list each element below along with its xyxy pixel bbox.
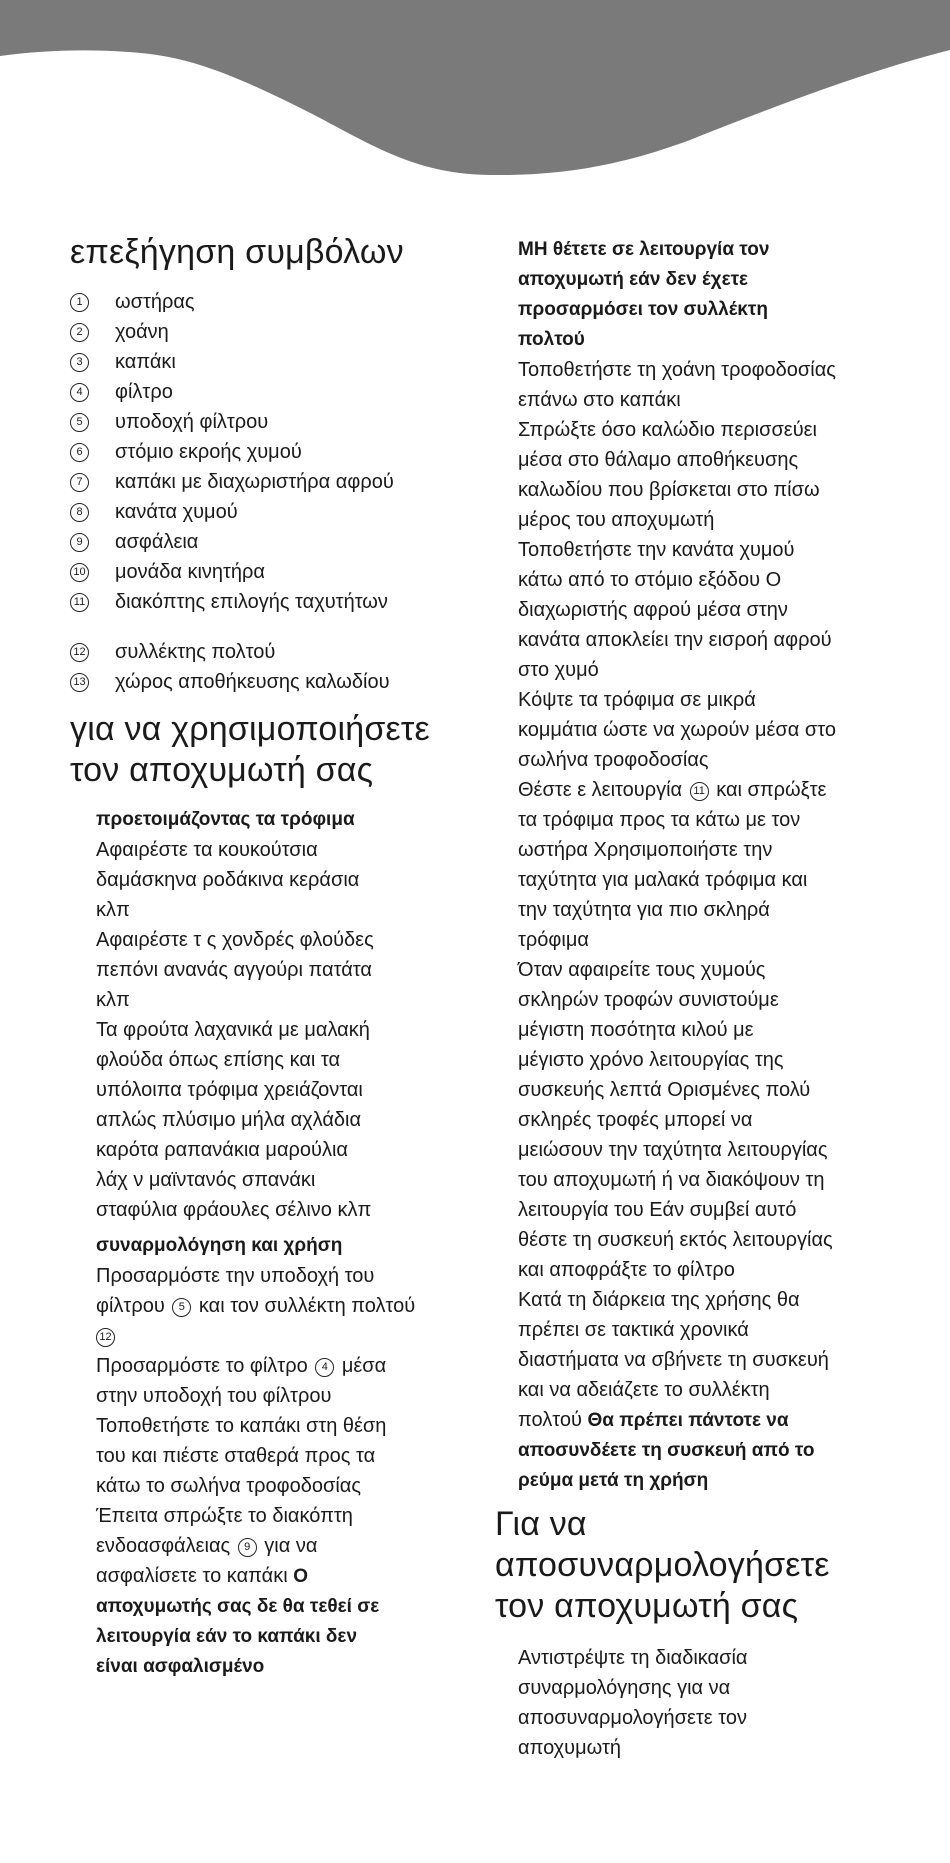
legend-label: χώρος αποθήκευσης καλωδίου [115,670,390,693]
legend-label: στόμιο εκροής χυμού [115,440,302,463]
assembly-line: του και πιέστε σταθερά προς τα [96,1445,376,1467]
assembly-text: μέσα [336,1355,387,1377]
circled-number: 5 [172,1298,191,1317]
circled-number: 1 [70,293,89,312]
instruction-line: τρόφιμα [518,929,589,951]
instruction-line: κάτω από το στόμιο εξόδου Ο [518,569,782,591]
assembly-section [70,1231,470,1682]
warning-line: πολτού [518,329,585,350]
assembly-text: Προσαρμόστε το φίλτρο [96,1355,314,1377]
symbols-title: επεξήγηση συμβόλων [70,233,404,271]
legend-item [70,667,470,697]
prep-line: Τα φρούτα λαχανικά με μαλακή [96,1019,370,1041]
warning-line: αποχυμωτή εάν δεν έχετε [518,269,749,290]
disassemble-title-line: Για να [495,1505,587,1543]
assembly-line [96,1291,470,1321]
instruction-text: πολτού [518,1409,588,1431]
instruction-line: Τοποθετήστε τη χοάνη τροφοδοσίας [518,359,836,381]
legend-item [70,527,470,557]
instruction-line: επάνω στο καπάκι [518,389,681,411]
instruction-text: Θέστε ε λειτουργία [518,779,688,801]
legend-label: ασφάλεια [115,530,199,553]
prep-line: κλπ [96,899,130,921]
disassemble-line: συναρμολόγησης για να [518,1677,731,1699]
prep-line: πεπόνι ανανάς αγγούρι πατάτα [96,959,372,981]
header-wave-shape [0,0,950,175]
instruction-line [495,1405,915,1436]
prep-line: σταφύλια φράουλες σέλινο κλπ [96,1199,372,1221]
assembly-text: για να [258,1535,318,1557]
assembly-warning-start: Ο [293,1566,308,1587]
prep-line: φλούδα όπως επίσης και τα [96,1049,341,1071]
circled-number: 9 [70,533,89,552]
prep-line: Αφαιρέστε τα κουκούτσια [96,839,318,861]
instruction-line: Κατά τη διάρκεια της χρήσης θα [518,1289,800,1311]
assembly-warning-line: λειτουργία εάν το καπάκι δεν [96,1626,358,1647]
circled-number: 13 [70,673,89,692]
instruction-line: Σπρώξτε όσο καλώδιο περισσεύει [518,419,817,441]
symbols-legend [70,287,470,697]
unplug-warning-line: ρεύμα μετά τη χρήση [518,1470,709,1491]
instruction-line: Κόψτε τα τρόφιμα σε μικρά [518,689,756,711]
warning-line: προσαρμόσει τον συλλέκτη [518,299,768,320]
unplug-warning-line: αποσυνδέετε τη συσκευή από το [518,1440,815,1461]
prep-line: λάχ ν μαϊντανός σπανάκι [96,1169,316,1191]
instruction-line: Τοποθετήστε την κανάτα χυμού [518,539,795,561]
prep-line: καρότα ραπανάκια μαρούλια [96,1139,348,1161]
circled-number: 9 [238,1538,257,1557]
instruction-line: μέσα στο θάλαμο αποθήκευσης [518,449,799,471]
disassemble-title [495,1504,915,1627]
instruction-line: και αποφράξτε το φίλτρο [518,1259,735,1281]
instruction-line: θέστε τη συσκευή εκτός λειτουργίας [518,1229,833,1251]
instruction-line: την ταχύτητα για πιο σκληρά [518,899,770,921]
instruction-line: ωστήρα Χρησιμοποιήστε την [518,839,773,861]
legend-item [70,407,470,437]
legend-item [70,287,470,317]
assembly-warning-line: είναι ασφαλισμένο [96,1656,265,1677]
assembly-line: Τοποθετήστε το καπάκι στη θέση [96,1415,387,1437]
prep-heading: προετοιμάζοντας τα τρόφιμα [96,809,355,830]
circled-number: 12 [96,1328,115,1347]
legend-item [70,497,470,527]
assembly-warning-line: αποχυμωτής σας δε θα τεθεί σε [96,1596,380,1617]
assembly-heading: συναρμολόγηση και χρήση [96,1235,343,1256]
warning-line: ΜΗ θέτετε σε λειτουργία τον [518,239,770,260]
circled-number: 6 [70,443,89,462]
prep-line: Αφαιρέστε τ ς χονδρές φλούδες [96,929,374,951]
circled-number: 3 [70,353,89,372]
legend-item [70,637,470,667]
instruction-line: λειτουργία του Εάν συμβεί αυτό [518,1199,797,1221]
legend-label: καπάκι [115,350,176,373]
legend-item [70,317,470,347]
legend-item [70,347,470,377]
disassemble-line: Αντιστρέψτε τη διαδικασία [518,1647,748,1669]
instruction-line: μέγιστο χρόνο λειτουργίας της [518,1049,784,1071]
instruction-line: μέρος του αποχυμωτή [518,509,715,531]
instruction-line: καλωδίου που βρίσκεται στο πίσω [518,479,820,501]
legend-label: φίλτρο [115,380,173,403]
assembly-line: Έπειτα σπρώξτε το διακόπτη [96,1505,353,1527]
legend-item [70,437,470,467]
instruction-line: σκληρών τροφών συνιστούμε [518,989,779,1011]
circled-number: 4 [315,1358,334,1377]
instruction-line: του αποχυμωτή ή να διακόψουν τη [518,1169,825,1191]
header-wave-banner [0,0,950,175]
instruction-line [495,775,915,805]
legend-label: χοάνη [115,320,169,343]
legend-label: διακόπτης επιλογής ταχυτήτων [115,590,388,613]
circled-number: 4 [70,383,89,402]
assembly-line [96,1321,470,1351]
prep-line: κλπ [96,989,130,1011]
assembly-line: κάτω το σωλήνα τροφοδοσίας [96,1475,361,1497]
disassemble-title-line: αποσυναρμολογήσετε [495,1546,830,1584]
unplug-warning-start: Θα πρέπει πάντοτε να [587,1410,789,1431]
legend-label: μονάδα κινητήρα [115,560,265,583]
legend-label: κανάτα χυμού [115,500,238,523]
circled-number: 10 [70,563,89,582]
instruction-line: διαχωριστής αφρού μέσα στην [518,599,788,621]
disassemble-text [495,1643,915,1763]
disassemble-line: αποσυναρμολογήσετε τον [518,1707,748,1729]
legend-item [70,557,470,587]
legend-label: καπάκι με διαχωριστήρα αφρού [115,470,394,493]
prep-section [70,805,470,1225]
instruction-line: κανάτα αποκλείει την εισροή αφρού [518,629,832,651]
usage-title-line: για να χρησιμοποιήσετε [70,710,430,748]
assembly-text: και τον συλλέκτη πολτού [193,1295,416,1317]
legend-item [70,587,470,617]
prep-line: απλώς πλύσιμο μήλα αχλάδια [96,1109,362,1131]
instruction-line: συσκευής λεπτά Ορισμένες πολύ [518,1079,811,1101]
disassemble-title-line: τον αποχυμωτή σας [495,1587,799,1625]
instruction-text: και σπρώξτε [710,779,827,801]
usage-title-line: τον αποχυμωτή σας [70,751,374,789]
circled-number: 8 [70,503,89,522]
circled-number: 11 [70,593,89,612]
instruction-line: διαστήματα να σβήνετε τη συσκευή [518,1349,829,1371]
assembly-text: ασφαλίσετε το καπάκι [96,1565,294,1587]
assembly-text: ενδοασφάλειας [96,1535,236,1557]
instruction-line: κομμάτια ώστε να χωρούν μέσα στο [518,719,836,741]
legend-item [70,377,470,407]
circled-number: 5 [70,413,89,432]
instruction-line: μέγιστη ποσότητα κιλού με [518,1019,754,1041]
assembly-line: στην υποδοχή του φίλτρου [96,1385,332,1407]
assembly-line: Προσαρμόστε την υποδοχή του [96,1265,375,1287]
instruction-line: μειώσουν την ταχύτητα λειτουργίας [518,1139,828,1161]
prep-line: υπόλοιπα τρόφιμα χρειάζονται [96,1079,363,1101]
instruction-line: σκληρές τροφές μπορεί να [518,1109,753,1131]
assembly-line [96,1531,470,1561]
legend-item [70,467,470,497]
circled-number: 11 [690,782,709,801]
instruction-line: Όταν αφαιρείτε τους χυμούς [518,959,766,981]
instruction-line: και να αδειάζετε το συλλέκτη [518,1379,770,1401]
disassemble-line: αποχυμωτή [518,1737,621,1759]
instruction-line: ταχύτητα για μαλακά τρόφιμα και [518,869,808,891]
right-column [495,235,915,1763]
legend-label: ωστήρας [115,290,195,313]
circled-number: 2 [70,323,89,342]
instruction-line: σωλήνα τροφοδοσίας [518,749,709,771]
left-column [70,232,470,1682]
prep-line: δαμάσκηνα ροδάκινα κεράσια [96,869,360,891]
legend-label: συλλέκτης πολτού [115,640,276,663]
circled-number: 7 [70,473,89,492]
legend-label: υποδοχή φίλτρου [115,410,269,433]
assembly-line [96,1561,470,1592]
instruction-line: πρέπει σε τακτικά χρονικά [518,1319,749,1341]
instruction-line: τα τρόφιμα προς τα κάτω με τον [518,809,801,831]
usage-title [70,709,470,791]
assembly-text: φίλτρου [96,1295,171,1317]
circled-number: 12 [70,643,89,662]
instruction-line: στο χυμό [518,659,599,681]
assembly-line [96,1351,470,1381]
